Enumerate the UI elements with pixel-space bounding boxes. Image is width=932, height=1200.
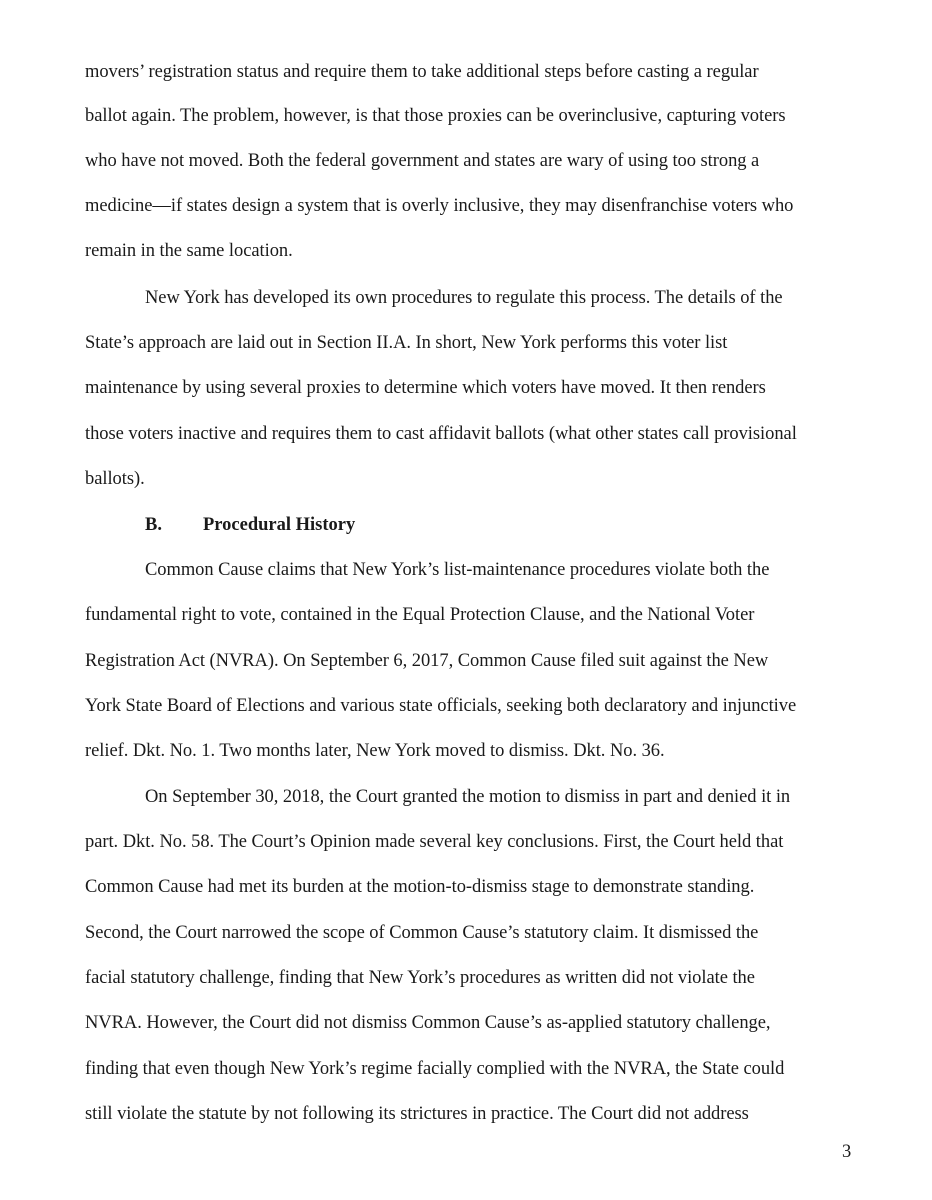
text-line: those voters inactive and requires them to cast affidavit ballots (what other states call provisional xyxy=(85,424,797,444)
text-line: State’s approach are laid out in Section II.A. In short, New York performs this voter list xyxy=(85,333,728,353)
page-number: 3 xyxy=(842,1142,852,1162)
text-line: NVRA. However, the Court did not dismiss Common Cause’s as-applied statutory challenge, xyxy=(85,1013,771,1033)
text-line: fundamental right to vote, contained in the Equal Protection Clause, and the National Voter xyxy=(85,605,755,625)
text-line: York State Board of Elections and various state officials, seeking both declaratory and injunctive xyxy=(85,696,797,716)
text-line: Registration Act (NVRA). On September 6, 2017, Common Cause filed suit against the New xyxy=(85,651,769,671)
section-heading-label: B. xyxy=(145,515,162,535)
text-line: still violate the statute by not following its strictures in practice. The Court did not address xyxy=(85,1104,749,1124)
text-line: Common Cause had met its burden at the motion-to-dismiss stage to demonstrate standing. xyxy=(85,877,755,897)
text-line: relief. Dkt. No. 1. Two months later, New York moved to dismiss. Dkt. No. 36. xyxy=(85,741,665,761)
text-line: ballots). xyxy=(85,469,145,489)
text-line: remain in the same location. xyxy=(85,241,293,261)
text-line: maintenance by using several proxies to determine which voters have moved. It then renders xyxy=(85,378,766,398)
section-heading-title: Procedural History xyxy=(203,515,356,535)
text-line: On September 30, 2018, the Court granted the motion to dismiss in part and denied it in xyxy=(145,787,791,807)
text-line: New York has developed its own procedures to regulate this process. The details of the xyxy=(145,288,783,308)
text-line: who have not moved. Both the federal government and states are wary of using too strong a xyxy=(85,151,760,171)
text-line: medicine—if states design a system that is overly inclusive, they may disenfranchise voters who xyxy=(85,196,794,216)
text-line: ballot again. The problem, however, is that those proxies can be overinclusive, capturing voters xyxy=(85,106,786,126)
text-line: Second, the Court narrowed the scope of Common Cause’s statutory claim. It dismissed the xyxy=(85,923,759,943)
text-line: Common Cause claims that New York’s list-maintenance procedures violate both the xyxy=(145,560,770,580)
text-line: part. Dkt. No. 58. The Court’s Opinion made several key conclusions. First, the Court held that xyxy=(85,832,784,852)
text-line: facial statutory challenge, finding that New York’s procedures as written did not violate the xyxy=(85,968,755,988)
text-line: finding that even though New York’s regime facially complied with the NVRA, the State could xyxy=(85,1059,785,1079)
text-line: movers’ registration status and require them to take additional steps before casting a regular xyxy=(85,62,759,82)
section-heading xyxy=(145,514,355,536)
